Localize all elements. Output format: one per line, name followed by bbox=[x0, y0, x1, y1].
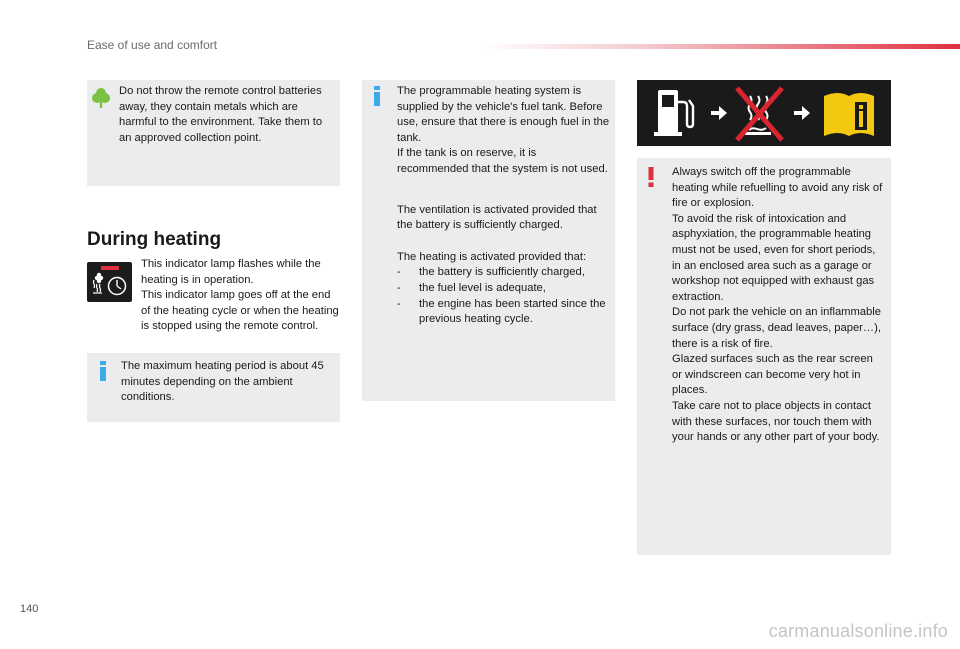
fuel-pump-icon bbox=[654, 90, 693, 136]
fuel-note-box bbox=[362, 80, 615, 401]
pictogram-graphic bbox=[637, 80, 891, 146]
warning-exclamation-icon bbox=[647, 167, 655, 187]
fuel-supply-paragraph: The programmable heating system is supplied by the vehicle's fuel tank. Before use, ensure that there is enough fuel in the tank. If the tank is on reserve, it is recommended that the system is not used. bbox=[397, 85, 610, 175]
warning-note-box bbox=[637, 158, 891, 555]
max-period-note-text: The maximum heating period is about 45 minutes depending on the ambient conditions. bbox=[121, 360, 324, 404]
max-period-note-box bbox=[87, 353, 340, 422]
arrow-right-icon bbox=[794, 106, 810, 120]
arrow-right-icon bbox=[711, 106, 727, 120]
warning-note-text: Always switch off the programmable heating while refuelling to avoid any risk of fire or explosion. To avoid the risk of intoxication and asphyxiation, the programmable heating must not be used, even for short periods, in an enclosed area such as a garage or workshop not equipped with exhaust gas extraction. Do not park the vehicle on an inflammable surface (dry grass, dead leaves, paper…), there is a risk of fire. Glazed surfaces such as the rear screen or windscreen can become very hot in places. Take care not to place objects in contact with these surfaces, nor touch them with your hands or any other part of your body. bbox=[672, 166, 883, 444]
info-icon bbox=[99, 361, 107, 381]
paragraph-spacer bbox=[397, 178, 610, 203]
header-accent-bar bbox=[480, 44, 960, 49]
page-number: 140 bbox=[20, 603, 39, 615]
programmable-heating-lamp-icon bbox=[87, 262, 132, 302]
indicator-lamp-text: This indicator lamp flashes while the heating is in operation. This indicator lamp goes off at the end of the heating cycle or when the heating is stopped using the remote control. bbox=[141, 258, 339, 333]
during-heating-title: During heating bbox=[87, 229, 222, 250]
paragraph-spacer bbox=[397, 234, 610, 250]
list-item: - the battery is sufficiently charged, bbox=[397, 265, 610, 281]
handbook-info-icon bbox=[824, 93, 874, 136]
list-item: - the engine has been started since the previous heating cycle. bbox=[397, 297, 610, 328]
eco-note-box bbox=[87, 80, 340, 186]
refuelling-pictogram bbox=[637, 80, 891, 146]
heating-conditions-list bbox=[397, 265, 610, 327]
ventilation-paragraph: The ventilation is activated provided that the battery is sufficiently charged. bbox=[397, 203, 597, 232]
green-tree-icon bbox=[92, 87, 110, 109]
programmable-heating-indicator-lamp bbox=[87, 262, 132, 302]
info-icon bbox=[373, 86, 381, 106]
section-title: Ease of use and comfort bbox=[87, 38, 218, 52]
no-heating-crossed-icon bbox=[737, 88, 782, 140]
list-item: - the fuel level is adequate, bbox=[397, 281, 610, 297]
eco-note-text: Do not throw the remote control batteries away, they contain metals which are harmful to the environment. Take them to an approved collection point. bbox=[119, 85, 323, 144]
heating-conditions-intro: The heating is activated provided that: bbox=[397, 250, 587, 263]
fuel-note-content bbox=[397, 84, 610, 328]
watermark: carmanualsonline.info bbox=[768, 621, 948, 641]
